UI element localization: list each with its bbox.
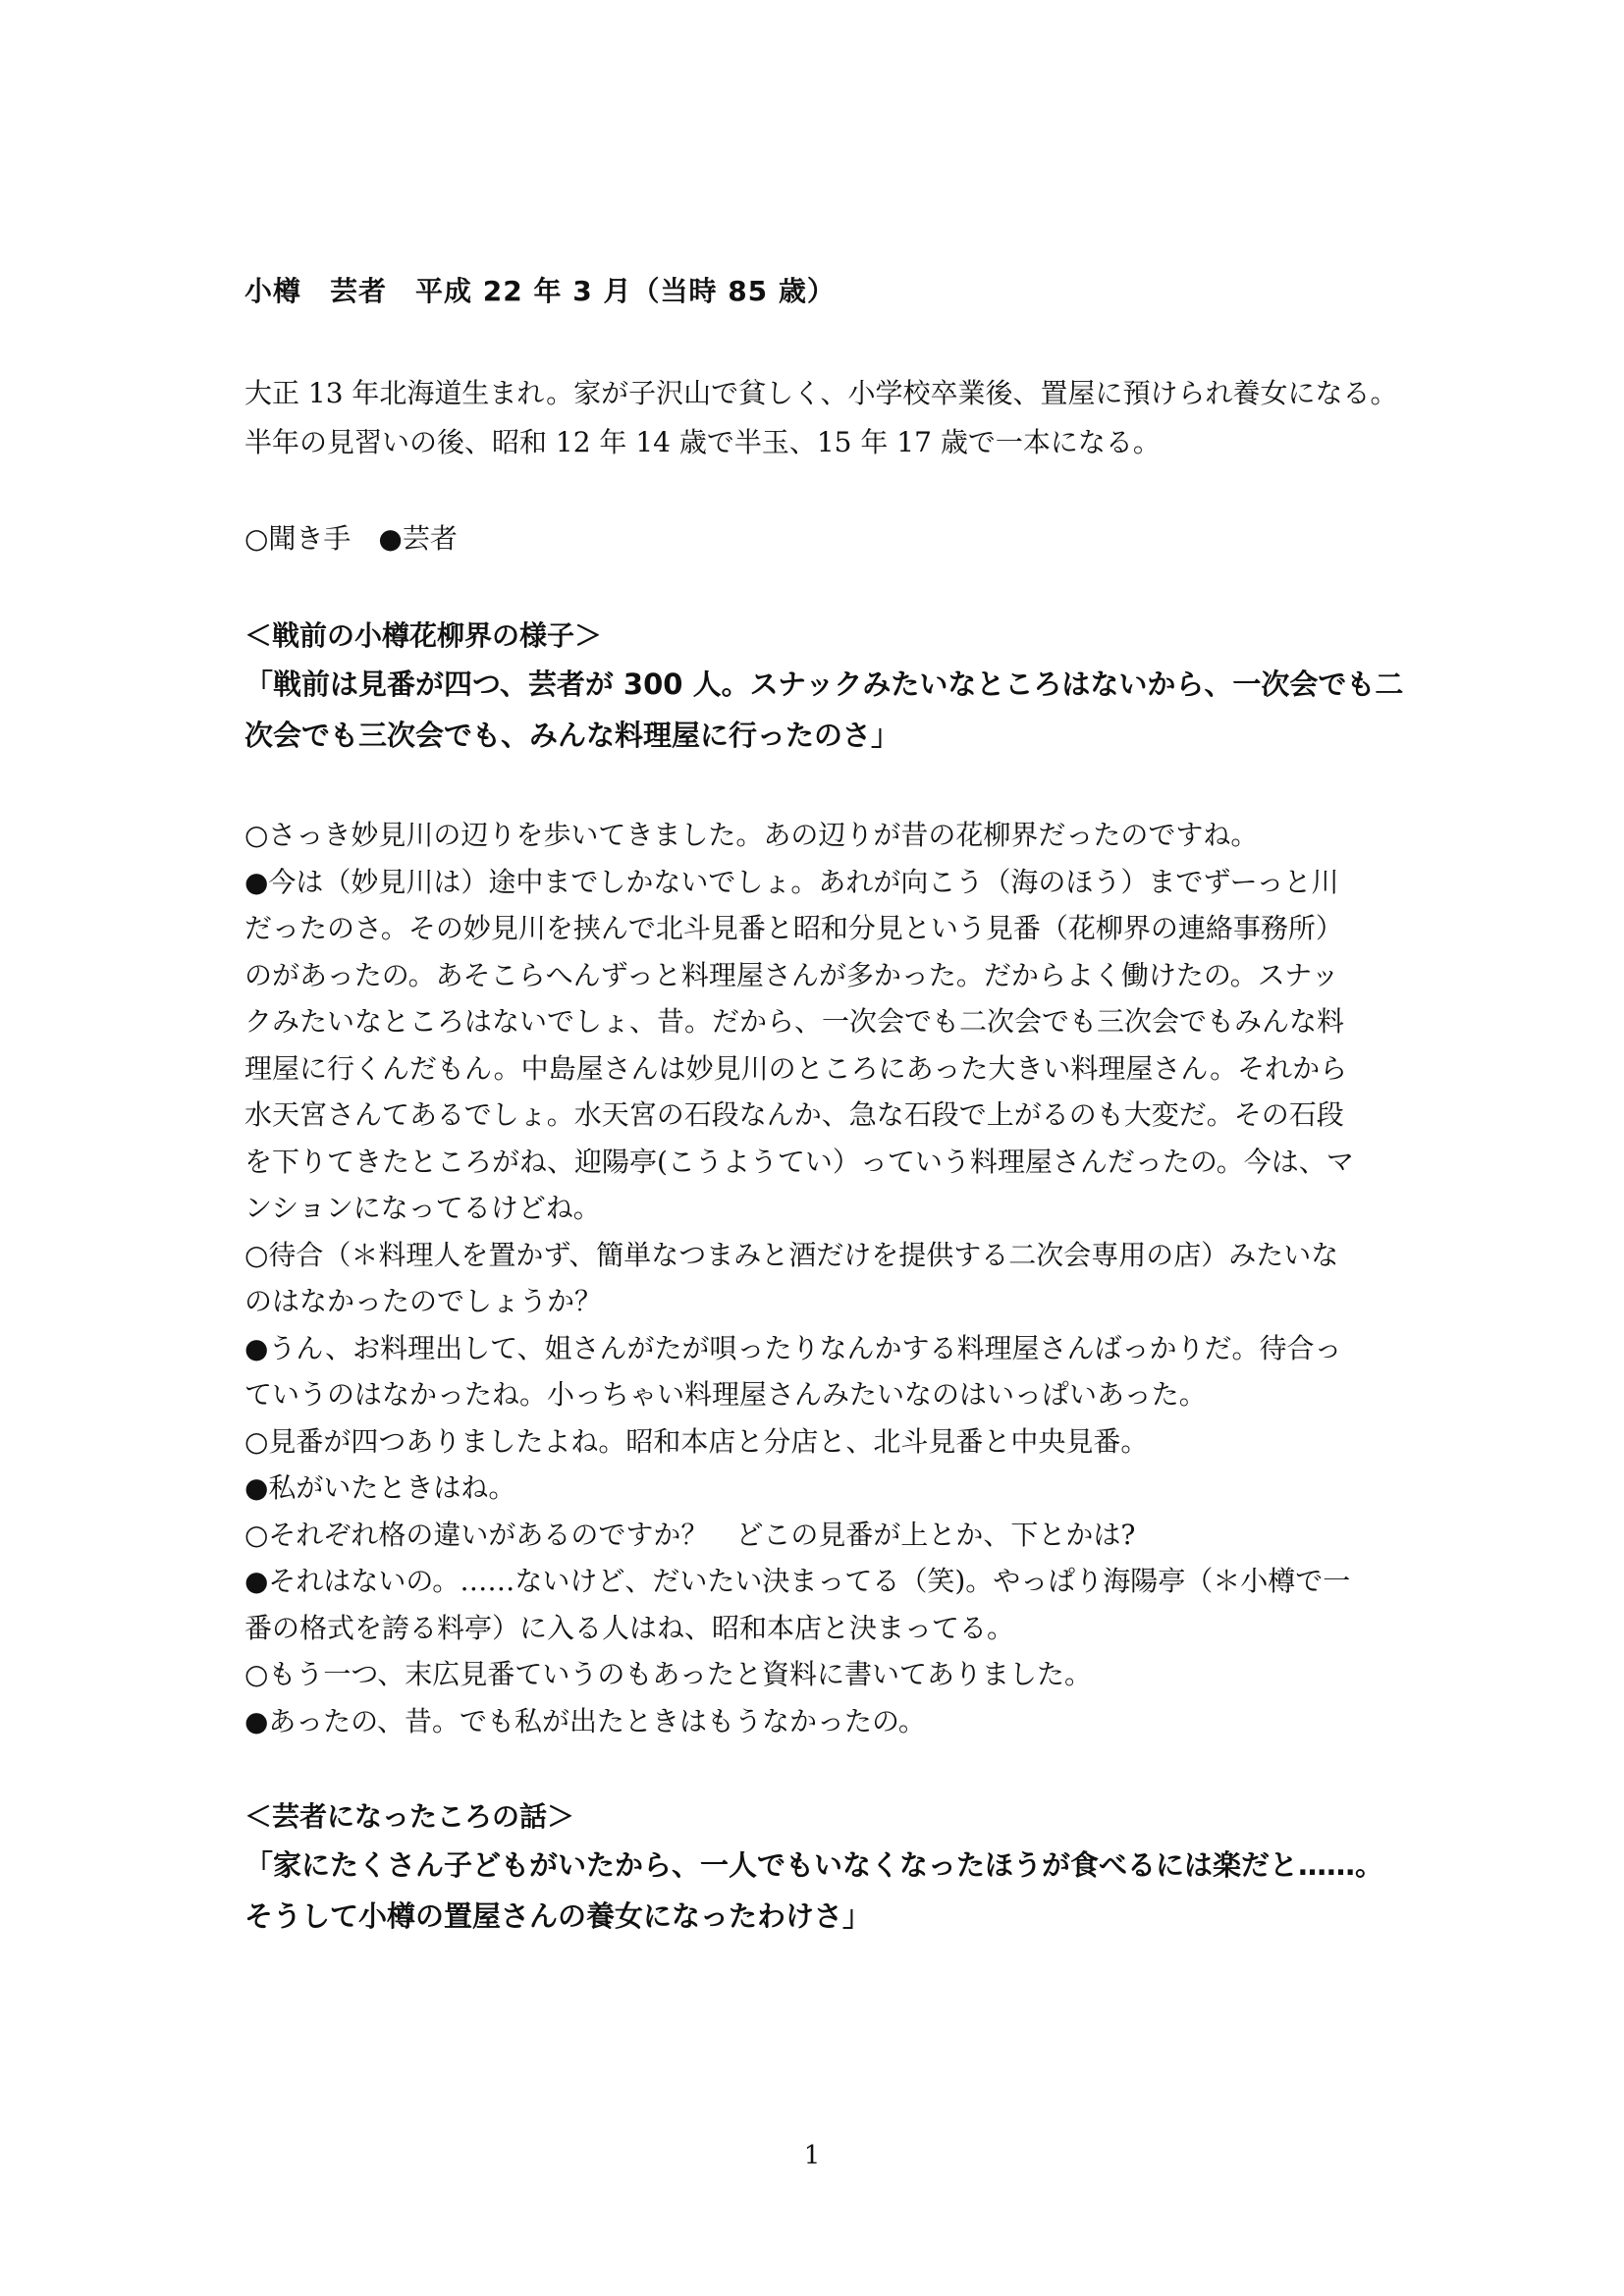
dialogue-line: のはなかったのでしょうか？ [244,1285,603,1317]
dialogue-line: ○それぞれ格の違いがあるのですか？ どこの見番が上とか、下とかは? [244,1518,1136,1551]
dialogue-line: ●私がいたときはね。 [244,1471,516,1504]
dialogue-line: のがあったの。あそこらへんずっと料理屋さんが多かった。だからよく働けたの。スナッ [244,958,1339,991]
intro-line: 半年の見習いの後、昭和 12 年 14 歳で半玉、15 年 17 歳で一本になる。 [244,426,1161,458]
page-number: 1 [803,2141,821,2170]
dialogue-line: ●あったの、昔。でも私が出たときはもうなかったの。 [244,1704,926,1737]
dialogue-line: だったのさ。その妙見川を挟んで北斗見番と昭和分見という見番（花柳界の連絡事務所） [244,912,1343,944]
section-prewar-otaru [244,613,1404,1744]
document-body [244,267,1404,1942]
dialogue-line: クみたいなところはないでしょ、昔。だから、一次会でも二次会でも三次会でもみんな料 [244,1005,1345,1038]
interview-dialogue [244,812,1393,1744]
dialogue-line: ●うん、お料理出して、姐さんがたが唄ったりなんかする料理屋さんばっかりだ。待合っ [244,1331,1342,1364]
speaker-legend: ○聞き手 ●芸者 [244,522,458,555]
section-quote-line: 次会でも三次会でも、みんな料理屋に行ったのさ」 [244,719,900,752]
dialogue-line: 番の格式を誇る料亭）に入る人はね、昭和本店と決まってる。 [244,1611,1015,1644]
dialogue-line: ○もう一つ、末広見番ていうのもあったと資料に書いてありました。 [244,1658,1093,1690]
dialogue-line: 理屋に行くんだもん。中島屋さんは妙見川のところにあった大きい料理屋さん。それから [244,1051,1348,1085]
dialogue-line: 水天宮さんてあるでしょ。水天宮の石段なんか、急な石段で上がるのも大変だ。その石段 [244,1098,1344,1131]
dialogue-line: ○見番が四つありましたよね。昭和本店と分店と、北斗見番と中央見番。 [244,1424,1149,1458]
section-quote-line: 「家にたくさん子どもがいたから、一人でもいなくなったほうが食べるには楽だと……。 [244,1848,1384,1882]
dialogue-line: ンションになってるけどね。 [244,1192,601,1224]
intro-line: 大正 13 年北海道生まれ。家が子沢山で貧しく、小学校卒業後、置屋に預けられ養女になる。 [244,377,1398,409]
dialogue-line: ていうのはなかったね。小っちゃい料理屋さんみたいなのはいっぱいあった。 [244,1378,1207,1411]
dialogue-line: を下りてきたところがね、迎陽亭(こうようてい）っていう料理屋さんだったの。今は、マ [244,1145,1354,1178]
intro-paragraph [244,369,1398,467]
dialogue-line: ○さっき妙見川の辺りを歩いてきました。あの辺りが昔の花柳界だったのですね。 [244,819,1259,851]
dialogue-line: ○待合（＊料理人を置かず、簡単なつまみと酒だけを提供する二次会専用の店）みたいな [244,1238,1339,1271]
dialogue-line: ●今は（妙見川は）途中までしかないでしょ。あれが向こう（海のほう）までずーっと川 [244,865,1339,898]
document-title: 小樽 芸者 平成 22 年 3 月（当時 85 歳） [244,275,836,307]
section-becoming-geisha [244,1793,1393,1942]
section-heading: ＜芸者になったころの話＞ [244,1800,575,1833]
section-quote-line: そうして小樽の置屋さんの養女になったわけさ」 [244,1899,872,1933]
dialogue-line: ●それはないの。……ないけど、だいたい決まってる（笑)。やっぱり海陽亭（＊小樽で一 [244,1565,1351,1597]
section-quote-line: 「戦前は見番が四つ、芸者が 300 人。スナックみたいなところはないから、一次会でも二 [244,667,1404,701]
section-heading: ＜戦前の小樽花柳界の様子＞ [244,619,603,652]
